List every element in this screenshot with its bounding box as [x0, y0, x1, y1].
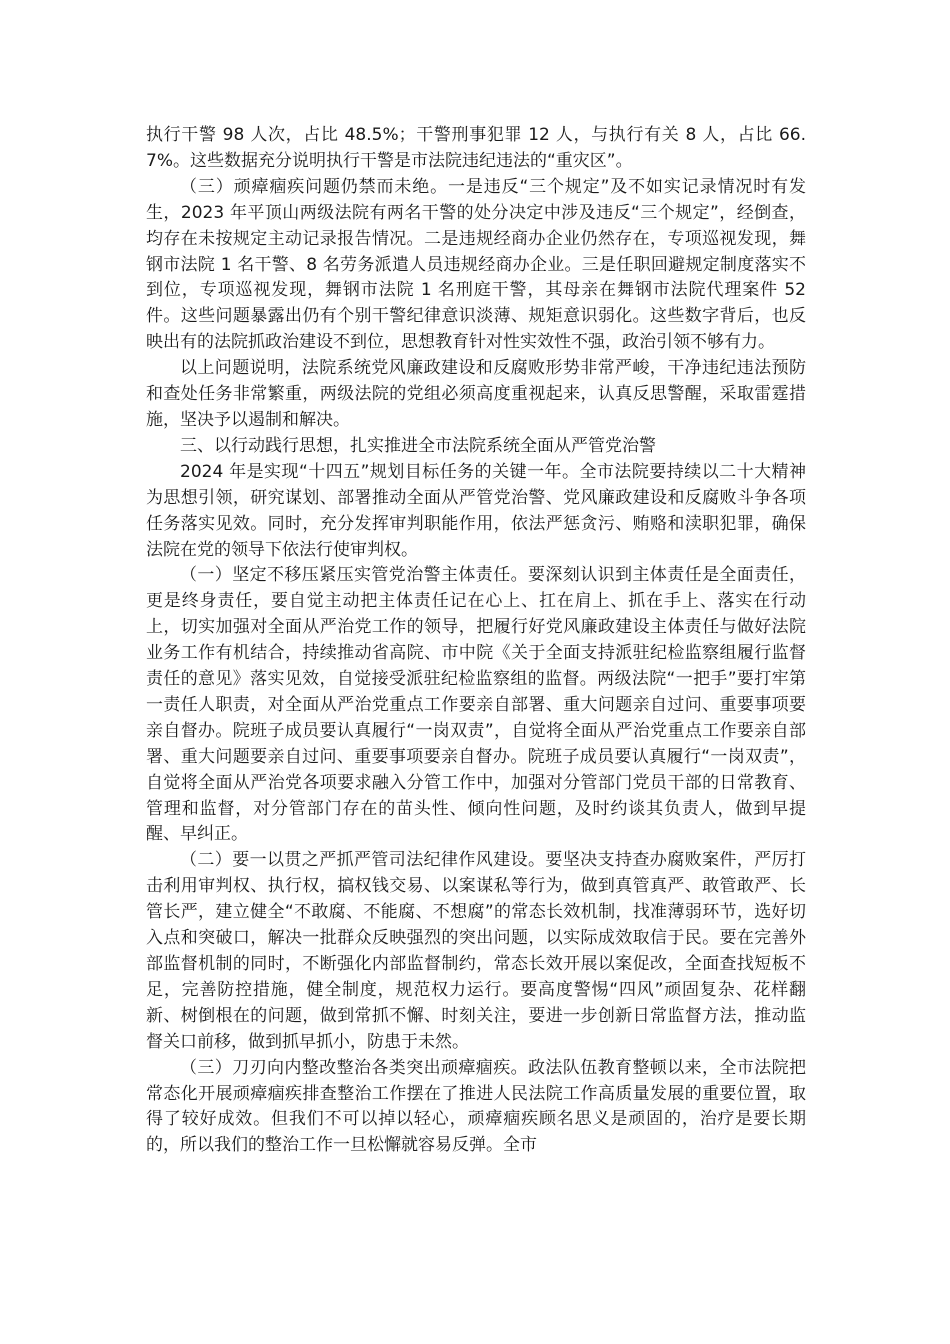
paragraph-8: （三）刀刃向内整改整治各类突出顽瘴痼疾。政法队伍教育整顿以来，全市法院把常态化开展顽瘴痼疾排查整治工作摆在了推进人民法院工作高质量发展的重要位置，取得了较好成效。但我们不可以掉以轻心，顽瘴痼疾顾名思义是顽固的，治疗是要长期的，所以我们的整治工作一旦松懈就容易反弹。全市	[146, 1057, 806, 1156]
paragraph-6: （一）坚定不移压紧压实管党治警主体责任。要深刻认识到主体责任是全面责任，更是终身责任，要自觉主动把主体责任记在心上、扛在肩上、抓在手上、落实在行动上，切实加强对全面从严治党工作的领导，把履行好党风廉政建设主体责任与做好法院业务工作有机结合，持续推动省高院、市中院《关于全面支持派驻纪检监察组履行监督责任的意见》落实见效，自觉接受派驻纪检监察组的监督。两级法院“一把手”要打牢第一责任人职责，对全面从严治党重点工作要亲自部署、重大问题亲自过问、重要事项要亲自督办。院班子成员要认真履行“一岗双责”，自觉将全面从严治党重点工作要亲自部署、重大问题要亲自过问、重要事项要亲自督办。院班子成员要认真履行“一岗双责”，自觉将全面从严治党各项要求融入分管工作中，加强对分管部门党员干部的日常教育、管理和监督，对分管部门存在的苗头性、倾向性问题，及时约谈其负责人，做到早提醒、早纠正。	[146, 565, 806, 845]
paragraph-5: 2024 年是实现“十四五”规划目标任务的关键一年。全市法院要持续以二十大精神为思想引领，研究谋划、部署推动全面从严管党治警、党风廉政建设和反腐败斗争各项任务落实见效。同时，充分发挥审判职能作用，依法严惩贪污、贿赂和渎职犯罪，确保法院在党的领导下依法行使审判权。	[146, 461, 806, 560]
section-heading: 三、以行动践行思想，扎实推进全市法院系统全面从严管党治警	[180, 435, 656, 456]
paragraph-2: （三）顽瘴痼疾问题仍禁而未绝。一是违反“三个规定”及不如实记录情况时有发生，2023 年平顶山两级法院有两名干警的处分决定中涉及违反“三个规定”，经倒查，均存在未按规定主动记录报告情况。二是违规经商办企业仍然存在，专项巡视发现，舞钢市法院 1 名干警、8 名劳务派遣人员违规经商办企业。三是任职回避规定制度落实不到位，专项巡视发现，舞钢市法院 1 名刑庭干警，其母亲在舞钢市法院代理案件 52 件。这些问题暴露出仍有个别干警纪律意识淡薄、规矩意识弱化。这些数字背后，也反映出有的法院抓政治建设不到位，思想教育针对性实效性不强，政治引领不够有力。	[146, 176, 806, 353]
paragraph-7: （二）要一以贯之严抓严管司法纪律作风建设。要坚决支持查办腐败案件，严厉打击利用审判权、执行权，搞权钱交易、以案谋私等行为，做到真管真严、敢管敢严、长管长严，建立健全“不敢腐、不能腐、不想腐”的常态长效机制，找准薄弱环节，选好切入点和突破口，解决一批群众反映强烈的突出问题，以实际成效取信于民。要在完善外部监督机制的同时，不断强化内部监督制约，常态长效开展以案促改，全面查找短板不足，完善防控措施，健全制度，规范权力运行。要高度警惕“四风”顽固复杂、花样翻新、树倒根在的问题，做到常抓不懈、时刻关注，要进一步创新日常监督方法，推动监督关口前移，做到抓早抓小，防患于未然。	[146, 850, 806, 1052]
paragraph-3: 以上问题说明，法院系统党风廉政建设和反腐败形势非常严峻，干净违纪违法预防和查处任务非常繁重，两级法院的党组必须高度重视起来，认真反思警醒，采取雷霆措施，坚决予以遏制和解决。	[146, 358, 806, 430]
document-page	[146, 123, 806, 1159]
paragraph-1: 执行干警 98 人次，占比 48.5%；干警刑事犯罪 12 人，与执行有关 8 人，占比 66.7%。这些数据充分说明执行干警是市法院违纪违法的“重灾区”。	[146, 125, 806, 171]
